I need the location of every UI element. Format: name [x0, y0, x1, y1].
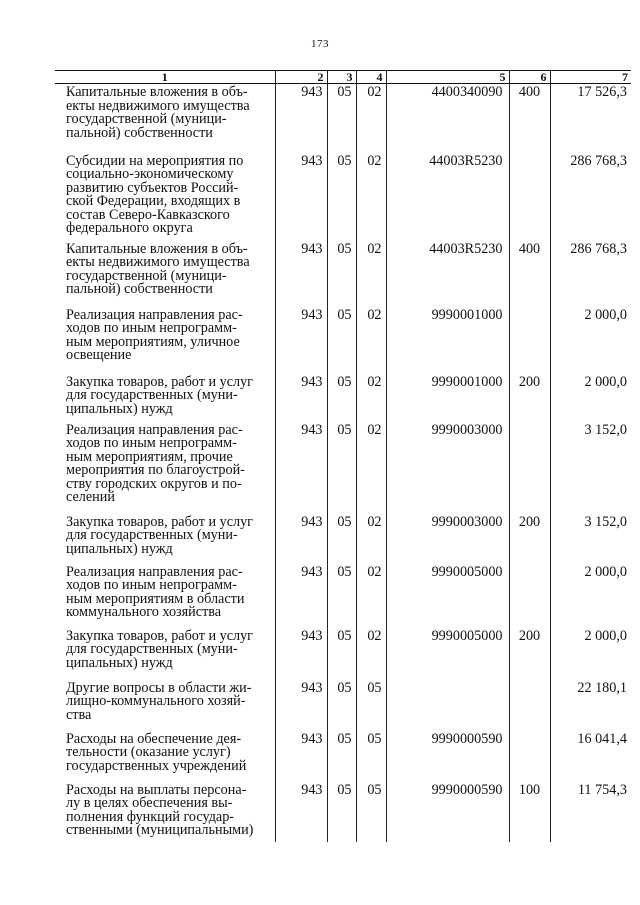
- row-name-line: Капитальные вложения в объ-: [66, 240, 248, 257]
- row-name-line: екты недвижимого имущества: [66, 97, 250, 114]
- section-code-cell: 05: [327, 514, 356, 564]
- table-row: [55, 84, 631, 153]
- row-name-line: Субсидии на мероприятия по: [66, 152, 244, 169]
- row-name-line: тельности (оказание услуг): [66, 744, 231, 760]
- section-code-cell: 05: [327, 241, 356, 307]
- subsection-code-cell: 02: [356, 374, 386, 422]
- row-name-cell: [55, 564, 275, 628]
- expense-type-cell: 400: [509, 84, 550, 153]
- expense-type-cell: [509, 564, 550, 628]
- row-name-line: ным мероприятиям, прочие: [66, 448, 233, 465]
- row-name-cell: [55, 628, 275, 680]
- row-name-line: федерального округа: [66, 220, 193, 236]
- row-name-line: коммунального хозяйства: [66, 604, 222, 620]
- row-name-cell: [55, 422, 275, 514]
- ministry-code-cell: 943: [275, 680, 327, 731]
- subsection-code-cell: 02: [356, 84, 386, 153]
- budget-table: [55, 70, 631, 842]
- row-name-line: полнения функций государ-: [66, 808, 235, 825]
- amount-cell: 3 152,0: [550, 514, 631, 564]
- row-name-line: Другие вопросы в области жи-: [66, 679, 252, 696]
- subsection-code-cell: 02: [356, 514, 386, 564]
- expense-type-cell: [509, 153, 550, 241]
- row-name-line: государственной (муници-: [66, 111, 227, 127]
- row-name-line: ходов по иным непрограмм-: [66, 320, 237, 336]
- section-code-cell: 05: [327, 564, 356, 628]
- ministry-code-cell: 943: [275, 564, 327, 628]
- row-name-line: Реализация направления рас-: [66, 306, 243, 323]
- table-row: [55, 731, 631, 782]
- section-code-cell: 05: [327, 422, 356, 514]
- amount-cell: 17 526,3: [550, 84, 631, 153]
- column-header-expense-type: 6: [509, 71, 550, 84]
- row-name-line: ственными (муниципальными): [66, 822, 254, 838]
- expense-type-cell: [509, 731, 550, 782]
- table-header-row: [55, 71, 631, 84]
- target-article-cell: 9990000590: [386, 731, 509, 782]
- target-article-cell: 44003R5230: [386, 241, 509, 307]
- amount-cell: 286 768,3: [550, 153, 631, 241]
- subsection-code-cell: 02: [356, 564, 386, 628]
- row-name-cell: [55, 374, 275, 422]
- row-name-line: ству городских округов и по-: [66, 475, 242, 492]
- row-name-cell: [55, 680, 275, 731]
- table-row: [55, 564, 631, 628]
- row-name-line: пальной) собственности: [66, 281, 213, 297]
- row-name-line: пальной) собственности: [66, 124, 213, 141]
- section-code-cell: 05: [327, 84, 356, 153]
- amount-cell: 16 041,4: [550, 731, 631, 782]
- row-name-line: ным мероприятиям, уличное: [66, 333, 240, 350]
- row-name-line: государственной (муници-: [66, 267, 227, 284]
- row-name-cell: [55, 782, 275, 842]
- row-name-line: развитию субъектов Россий-: [66, 179, 239, 196]
- row-name-line: ным мероприятиям в области: [66, 590, 245, 607]
- expense-type-cell: [509, 680, 550, 731]
- row-name-line: ходов по иным непрограмм-: [66, 577, 237, 593]
- row-name-line: для государственных (муни-: [66, 641, 238, 657]
- subsection-code-cell: 05: [356, 782, 386, 842]
- amount-cell: 2 000,0: [550, 628, 631, 680]
- section-code-cell: 05: [327, 153, 356, 241]
- row-name-line: ципальных) нужд: [66, 540, 173, 557]
- amount-cell: 286 768,3: [550, 241, 631, 307]
- target-article-cell: 9990001000: [386, 374, 509, 422]
- row-name-line: для государственных (муни-: [66, 387, 238, 403]
- section-code-cell: 05: [327, 782, 356, 842]
- row-name-line: екты недвижимого имущества: [66, 254, 250, 270]
- ministry-code-cell: 943: [275, 731, 327, 782]
- column-header-amount: 7: [550, 71, 631, 84]
- target-article-cell: 9990000590: [386, 782, 509, 842]
- table-body: [55, 84, 631, 842]
- column-header-ministry: 2: [275, 71, 327, 84]
- row-name-line: ства: [66, 706, 92, 723]
- table-row: [55, 680, 631, 731]
- subsection-code-cell: 02: [356, 628, 386, 680]
- ministry-code-cell: 943: [275, 628, 327, 680]
- row-name-cell: [55, 307, 275, 374]
- row-name-line: Закупка товаров, работ и услуг: [66, 513, 253, 530]
- table-row: [55, 782, 631, 842]
- ministry-code-cell: 943: [275, 153, 327, 241]
- row-name-line: ципальных) нужд: [66, 400, 173, 417]
- expense-type-cell: [509, 422, 550, 514]
- subsection-code-cell: 02: [356, 307, 386, 374]
- subsection-code-cell: 02: [356, 422, 386, 514]
- row-name-line: Реализация направления рас-: [66, 563, 243, 580]
- page-number: 173: [311, 38, 329, 50]
- row-name-line: лищно-коммунального хозяй-: [66, 693, 246, 709]
- amount-cell: 3 152,0: [550, 422, 631, 514]
- ministry-code-cell: 943: [275, 307, 327, 374]
- expense-type-cell: 200: [509, 514, 550, 564]
- row-name-cell: [55, 84, 275, 153]
- row-name-cell: [55, 514, 275, 564]
- table-row: [55, 307, 631, 374]
- row-name-line: лу в целях обеспечения вы-: [66, 795, 233, 811]
- row-name-line: Закупка товаров, работ и услуг: [66, 373, 253, 390]
- target-article-cell: 9990005000: [386, 628, 509, 680]
- ministry-code-cell: 943: [275, 514, 327, 564]
- target-article-cell: 9990003000: [386, 514, 509, 564]
- row-name-cell: [55, 153, 275, 241]
- column-header-name: 1: [55, 71, 275, 84]
- column-header-subsection: 4: [356, 71, 386, 84]
- row-name-line: ской Федерации, входящих в: [66, 193, 241, 209]
- expense-type-cell: 400: [509, 241, 550, 307]
- ministry-code-cell: 943: [275, 782, 327, 842]
- row-name-line: Реализация направления рас-: [66, 421, 243, 438]
- section-code-cell: 05: [327, 374, 356, 422]
- subsection-code-cell: 05: [356, 680, 386, 731]
- table-row: [55, 374, 631, 422]
- ministry-code-cell: 943: [275, 84, 327, 153]
- section-code-cell: 05: [327, 680, 356, 731]
- section-code-cell: 05: [327, 731, 356, 782]
- column-header-section: 3: [327, 71, 356, 84]
- target-article-cell: 4400340090: [386, 84, 509, 153]
- column-header-target-article: 5: [386, 71, 509, 84]
- row-name-line: Расходы на обеспечение дея-: [66, 730, 242, 747]
- row-name-line: селений: [66, 489, 115, 505]
- amount-cell: 2 000,0: [550, 564, 631, 628]
- row-name-line: Расходы на выплаты персона-: [66, 781, 247, 798]
- expense-type-cell: 200: [509, 374, 550, 422]
- row-name-line: ципальных) нужд: [66, 654, 173, 671]
- expense-type-cell: 100: [509, 782, 550, 842]
- target-article-cell: 9990001000: [386, 307, 509, 374]
- table-row: [55, 514, 631, 564]
- ministry-code-cell: 943: [275, 241, 327, 307]
- target-article-cell: 44003R5230: [386, 153, 509, 241]
- subsection-code-cell: 02: [356, 241, 386, 307]
- row-name-line: ходов по иным непрограмм-: [66, 435, 237, 451]
- table-row: [55, 241, 631, 307]
- row-name-cell: [55, 241, 275, 307]
- row-name-line: состав Северо-Кавказского: [66, 206, 230, 223]
- row-name-line: для государственных (муни-: [66, 527, 238, 543]
- row-name-line: социально-экономическому: [66, 166, 234, 182]
- ministry-code-cell: 943: [275, 422, 327, 514]
- expense-type-cell: [509, 307, 550, 374]
- row-name-line: Капитальные вложения в объ-: [66, 84, 248, 100]
- section-code-cell: 05: [327, 307, 356, 374]
- row-name-line: государственных учреждений: [66, 757, 247, 774]
- row-name-line: мероприятия по благоустрой-: [66, 462, 245, 478]
- target-article-cell: 9990003000: [386, 422, 509, 514]
- subsection-code-cell: 05: [356, 731, 386, 782]
- table-row: [55, 422, 631, 514]
- amount-cell: 2 000,0: [550, 374, 631, 422]
- subsection-code-cell: 02: [356, 153, 386, 241]
- expense-type-cell: 200: [509, 628, 550, 680]
- row-name-line: освещение: [66, 347, 132, 363]
- table-row: [55, 628, 631, 680]
- ministry-code-cell: 943: [275, 374, 327, 422]
- row-name-cell: [55, 731, 275, 782]
- amount-cell: 2 000,0: [550, 307, 631, 374]
- table-row: [55, 153, 631, 241]
- target-article-cell: 9990005000: [386, 564, 509, 628]
- amount-cell: 11 754,3: [550, 782, 631, 842]
- amount-cell: 22 180,1: [550, 680, 631, 731]
- section-code-cell: 05: [327, 628, 356, 680]
- row-name-line: Закупка товаров, работ и услуг: [66, 627, 253, 644]
- target-article-cell: [386, 680, 509, 731]
